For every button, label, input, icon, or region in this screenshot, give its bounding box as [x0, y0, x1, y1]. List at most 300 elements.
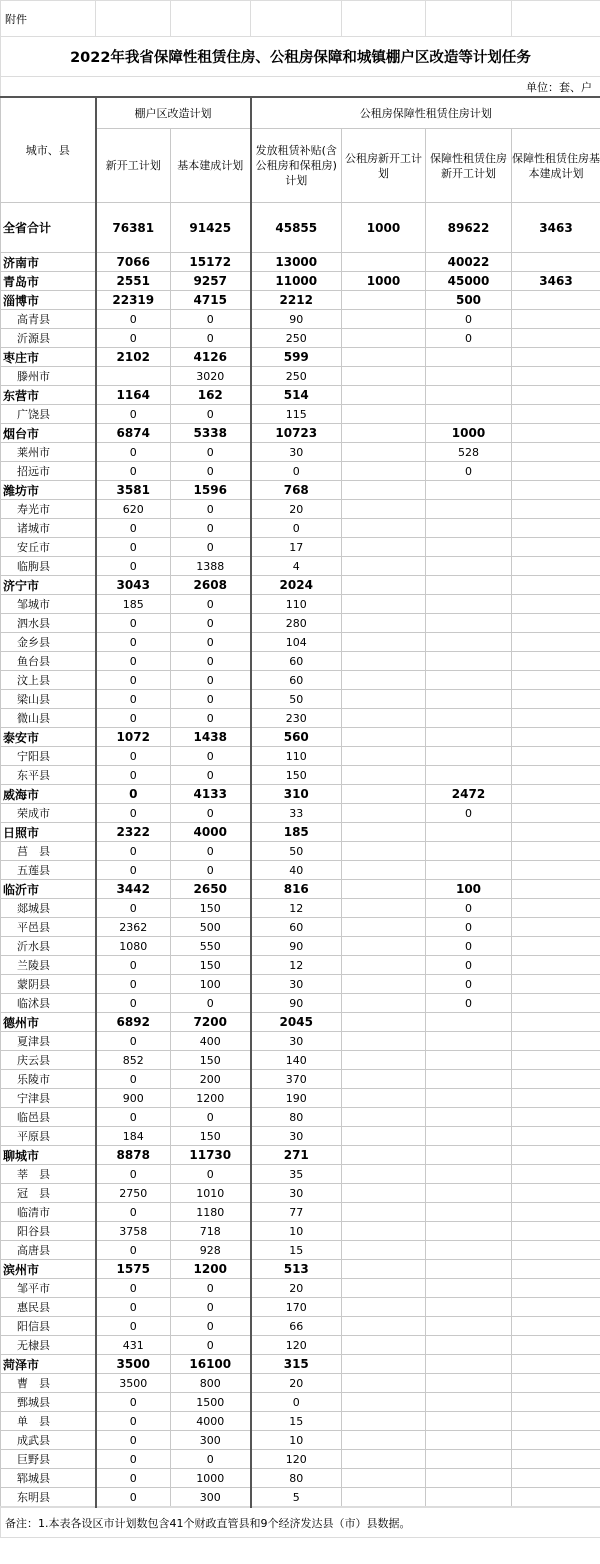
- cell-public-rental-new: [342, 1013, 426, 1032]
- cell-affordable-new: [426, 747, 512, 766]
- cell-affordable-new: [426, 1298, 512, 1317]
- cell-affordable-completion: [512, 1146, 600, 1165]
- cell-public-rental-new: [342, 1032, 426, 1051]
- cell-public-rental-new: [342, 633, 426, 652]
- cell-rental-subsidy: 90: [251, 937, 342, 956]
- county-row: [1, 842, 600, 861]
- region-name: 青岛市: [1, 272, 96, 291]
- cell-completion: 200: [171, 1070, 251, 1089]
- county-row: [1, 633, 600, 652]
- county-row: [1, 1279, 600, 1298]
- cell-new-start: 6892: [96, 1013, 171, 1032]
- county-row: [1, 1431, 600, 1450]
- cell-rental-subsidy: 768: [251, 481, 342, 500]
- cell-new-start: 0: [96, 310, 171, 329]
- cell-completion: 2608: [171, 576, 251, 595]
- cell-affordable-completion: [512, 975, 600, 994]
- cell-affordable-completion: [512, 386, 600, 405]
- cell-rental-subsidy: 0: [251, 1393, 342, 1412]
- cell-affordable-completion: [512, 1260, 600, 1279]
- cell-public-rental-new: [342, 310, 426, 329]
- city-row: [1, 1260, 600, 1279]
- cell-public-rental-new: [342, 443, 426, 462]
- cell-affordable-completion: [512, 899, 600, 918]
- cell-affordable-completion: 3463: [512, 203, 600, 253]
- cell-new-start: 0: [96, 1298, 171, 1317]
- cell-completion: 0: [171, 614, 251, 633]
- cell-new-start: 0: [96, 956, 171, 975]
- county-row: [1, 1336, 600, 1355]
- cell-affordable-completion: [512, 1013, 600, 1032]
- county-row: [1, 1317, 600, 1336]
- cell-public-rental-new: [342, 1203, 426, 1222]
- county-row: [1, 1108, 600, 1127]
- cell-rental-subsidy: 310: [251, 785, 342, 804]
- county-row: [1, 1412, 600, 1431]
- cell-public-rental-new: [342, 804, 426, 823]
- cell-new-start: 184: [96, 1127, 171, 1146]
- region-name: 鱼台县: [1, 652, 96, 671]
- cell-new-start: 0: [96, 1279, 171, 1298]
- region-name: 济南市: [1, 253, 96, 272]
- cell-completion: 0: [171, 329, 251, 348]
- cell-completion: 0: [171, 519, 251, 538]
- cell-rental-subsidy: 816: [251, 880, 342, 899]
- cell-completion: 500: [171, 918, 251, 937]
- cell-public-rental-new: [342, 1279, 426, 1298]
- cell-rental-subsidy: 30: [251, 1032, 342, 1051]
- city-row: [1, 291, 600, 310]
- cell-affordable-new: [426, 557, 512, 576]
- cell-affordable-completion: [512, 1241, 600, 1260]
- cell-new-start: 0: [96, 671, 171, 690]
- cell-completion: 150: [171, 956, 251, 975]
- county-row: [1, 1298, 600, 1317]
- cell-affordable-new: [426, 1260, 512, 1279]
- cell-affordable-completion: [512, 576, 600, 595]
- cell-rental-subsidy: 45855: [251, 203, 342, 253]
- cell-public-rental-new: [342, 1165, 426, 1184]
- region-name: 邹平市: [1, 1279, 96, 1298]
- cell-new-start: 1164: [96, 386, 171, 405]
- cell-completion: 1438: [171, 728, 251, 747]
- cell-completion: 11730: [171, 1146, 251, 1165]
- cell-affordable-completion: [512, 823, 600, 842]
- cell-affordable-completion: [512, 1336, 600, 1355]
- cell-public-rental-new: [342, 405, 426, 424]
- region-name: 寿光市: [1, 500, 96, 519]
- cell-completion: 0: [171, 671, 251, 690]
- cell-rental-subsidy: 560: [251, 728, 342, 747]
- cell-new-start: 0: [96, 842, 171, 861]
- cell-public-rental-new: [342, 386, 426, 405]
- cell-affordable-completion: [512, 1469, 600, 1488]
- cell-rental-subsidy: 5: [251, 1488, 342, 1508]
- cell-completion: 0: [171, 747, 251, 766]
- cell-public-rental-new: [342, 1070, 426, 1089]
- region-name: 泗水县: [1, 614, 96, 633]
- cell-rental-subsidy: 15: [251, 1412, 342, 1431]
- cell-new-start: 3758: [96, 1222, 171, 1241]
- header-group-rental: 公租房保障性租赁住房计划: [251, 97, 600, 129]
- cell-new-start: 0: [96, 861, 171, 880]
- cell-rental-subsidy: 77: [251, 1203, 342, 1222]
- county-row: [1, 1051, 600, 1070]
- region-name: 单 县: [1, 1412, 96, 1431]
- cell-rental-subsidy: 115: [251, 405, 342, 424]
- cell-affordable-new: [426, 1184, 512, 1203]
- cell-affordable-completion: [512, 1184, 600, 1203]
- cell-rental-subsidy: 120: [251, 1450, 342, 1469]
- cell-new-start: 0: [96, 1203, 171, 1222]
- cell-affordable-new: 528: [426, 443, 512, 462]
- cell-affordable-completion: [512, 994, 600, 1013]
- city-row: [1, 576, 600, 595]
- region-name: 菏泽市: [1, 1355, 96, 1374]
- header-new-start: 新开工计划: [96, 129, 171, 203]
- cell-completion: 1596: [171, 481, 251, 500]
- cell-affordable-new: [426, 1108, 512, 1127]
- cell-affordable-new: [426, 1393, 512, 1412]
- cell-public-rental-new: [342, 861, 426, 880]
- cell-new-start: 3500: [96, 1374, 171, 1393]
- cell-completion: 300: [171, 1431, 251, 1450]
- cell-rental-subsidy: 17: [251, 538, 342, 557]
- region-name: 潍坊市: [1, 481, 96, 500]
- cell-completion: 0: [171, 994, 251, 1013]
- cell-public-rental-new: 1000: [342, 203, 426, 253]
- cell-new-start: 0: [96, 1450, 171, 1469]
- cell-affordable-new: [426, 1222, 512, 1241]
- city-row: [1, 785, 600, 804]
- cell-new-start: 0: [96, 557, 171, 576]
- cell-affordable-completion: [512, 804, 600, 823]
- region-name: 郓城县: [1, 1469, 96, 1488]
- cell-affordable-new: [426, 671, 512, 690]
- cell-new-start: 7066: [96, 253, 171, 272]
- region-name: 宁津县: [1, 1089, 96, 1108]
- cell-completion: 2650: [171, 880, 251, 899]
- cell-new-start: 0: [96, 462, 171, 481]
- cell-affordable-completion: [512, 1089, 600, 1108]
- cell-affordable-new: [426, 1070, 512, 1089]
- city-row: [1, 1013, 600, 1032]
- region-name: 德州市: [1, 1013, 96, 1032]
- region-name: 滨州市: [1, 1260, 96, 1279]
- county-row: [1, 1089, 600, 1108]
- cell-public-rental-new: [342, 1412, 426, 1431]
- cell-affordable-new: [426, 1241, 512, 1260]
- cell-public-rental-new: [342, 500, 426, 519]
- cell-affordable-completion: [512, 424, 600, 443]
- region-name: 高青县: [1, 310, 96, 329]
- cell-public-rental-new: [342, 1450, 426, 1469]
- region-name: 冠 县: [1, 1184, 96, 1203]
- cell-affordable-new: 0: [426, 899, 512, 918]
- region-name: 威海市: [1, 785, 96, 804]
- cell-rental-subsidy: 280: [251, 614, 342, 633]
- cell-public-rental-new: [342, 766, 426, 785]
- cell-public-rental-new: [342, 1317, 426, 1336]
- cell-public-rental-new: [342, 614, 426, 633]
- cell-new-start: 3581: [96, 481, 171, 500]
- cell-completion: 1200: [171, 1089, 251, 1108]
- county-row: [1, 614, 600, 633]
- cell-completion: 0: [171, 1108, 251, 1127]
- cell-rental-subsidy: 80: [251, 1469, 342, 1488]
- cell-rental-subsidy: 370: [251, 1070, 342, 1089]
- cell-public-rental-new: [342, 329, 426, 348]
- county-row: [1, 652, 600, 671]
- header-completion: 基本建成计划: [171, 129, 251, 203]
- cell-affordable-new: 0: [426, 975, 512, 994]
- header-rental-subsidy: 发放租赁补贴(含公租房和保租房)计划: [251, 129, 342, 203]
- cell-new-start: 0: [96, 785, 171, 804]
- cell-new-start: 6874: [96, 424, 171, 443]
- county-row: [1, 899, 600, 918]
- cell-affordable-new: 89622: [426, 203, 512, 253]
- header-group-shanty: 棚户区改造计划: [96, 97, 251, 129]
- cell-completion: 5338: [171, 424, 251, 443]
- region-name: 淄博市: [1, 291, 96, 310]
- cell-public-rental-new: [342, 1336, 426, 1355]
- cell-affordable-completion: [512, 1412, 600, 1431]
- cell-affordable-new: 0: [426, 937, 512, 956]
- cell-public-rental-new: [342, 1355, 426, 1374]
- cell-affordable-new: [426, 1488, 512, 1508]
- cell-completion: 1010: [171, 1184, 251, 1203]
- county-row: [1, 310, 600, 329]
- cell-public-rental-new: [342, 880, 426, 899]
- county-row: [1, 367, 600, 386]
- cell-affordable-completion: [512, 1393, 600, 1412]
- cell-new-start: 1080: [96, 937, 171, 956]
- cell-public-rental-new: [342, 367, 426, 386]
- cell-affordable-completion: [512, 766, 600, 785]
- cell-affordable-new: 0: [426, 956, 512, 975]
- region-name: 日照市: [1, 823, 96, 842]
- cell-public-rental-new: [342, 671, 426, 690]
- cell-affordable-new: [426, 386, 512, 405]
- cell-public-rental-new: [342, 1241, 426, 1260]
- county-row: [1, 1222, 600, 1241]
- county-row: [1, 918, 600, 937]
- city-row: [1, 1146, 600, 1165]
- cell-new-start: 0: [96, 1032, 171, 1051]
- cell-public-rental-new: [342, 728, 426, 747]
- region-name: 夏津县: [1, 1032, 96, 1051]
- cell-affordable-completion: [512, 405, 600, 424]
- cell-public-rental-new: [342, 253, 426, 272]
- region-name: 济宁市: [1, 576, 96, 595]
- cell-completion: 400: [171, 1032, 251, 1051]
- region-name: 诸城市: [1, 519, 96, 538]
- cell-affordable-new: [426, 842, 512, 861]
- cell-affordable-completion: [512, 690, 600, 709]
- region-name: 阳谷县: [1, 1222, 96, 1241]
- cell-rental-subsidy: 13000: [251, 253, 342, 272]
- cell-public-rental-new: [342, 1184, 426, 1203]
- cell-affordable-new: [426, 1089, 512, 1108]
- county-row: [1, 804, 600, 823]
- cell-rental-subsidy: 20: [251, 1374, 342, 1393]
- attachment-label: 附件: [1, 1, 96, 37]
- cell-new-start: 1072: [96, 728, 171, 747]
- region-name: 兰陵县: [1, 956, 96, 975]
- cell-affordable-completion: [512, 538, 600, 557]
- cell-new-start: 0: [96, 747, 171, 766]
- region-name: 金乡县: [1, 633, 96, 652]
- cell-new-start: 2102: [96, 348, 171, 367]
- county-row: [1, 861, 600, 880]
- cell-rental-subsidy: 170: [251, 1298, 342, 1317]
- cell-affordable-new: [426, 1279, 512, 1298]
- cell-affordable-new: [426, 576, 512, 595]
- county-row: [1, 1203, 600, 1222]
- cell-rental-subsidy: 10723: [251, 424, 342, 443]
- cell-new-start: 0: [96, 1108, 171, 1127]
- county-row: [1, 690, 600, 709]
- cell-public-rental-new: [342, 481, 426, 500]
- region-name: 邹城市: [1, 595, 96, 614]
- cell-public-rental-new: [342, 538, 426, 557]
- cell-affordable-new: [426, 1355, 512, 1374]
- cell-public-rental-new: [342, 576, 426, 595]
- cell-completion: 0: [171, 633, 251, 652]
- cell-completion: 100: [171, 975, 251, 994]
- cell-affordable-completion: [512, 500, 600, 519]
- cell-affordable-completion: 3463: [512, 272, 600, 291]
- cell-affordable-new: [426, 1013, 512, 1032]
- cell-completion: 4000: [171, 823, 251, 842]
- cell-affordable-new: 0: [426, 918, 512, 937]
- region-name: 蒙阴县: [1, 975, 96, 994]
- city-row: [1, 880, 600, 899]
- cell-affordable-completion: [512, 652, 600, 671]
- county-row: [1, 462, 600, 481]
- cell-affordable-new: 0: [426, 462, 512, 481]
- cell-affordable-completion: [512, 462, 600, 481]
- cell-affordable-completion: [512, 1032, 600, 1051]
- city-row: [1, 424, 600, 443]
- cell-public-rental-new: [342, 842, 426, 861]
- cell-affordable-completion: [512, 1108, 600, 1127]
- cell-affordable-completion: [512, 481, 600, 500]
- header-public-rental-new: 公租房新开工计划: [342, 129, 426, 203]
- cell-affordable-new: [426, 1165, 512, 1184]
- cell-completion: 150: [171, 899, 251, 918]
- cell-completion: 0: [171, 462, 251, 481]
- cell-completion: 0: [171, 310, 251, 329]
- cell-public-rental-new: [342, 1108, 426, 1127]
- cell-affordable-new: 0: [426, 329, 512, 348]
- cell-completion: 928: [171, 1241, 251, 1260]
- cell-new-start: 0: [96, 652, 171, 671]
- cell-affordable-new: [426, 1146, 512, 1165]
- cell-public-rental-new: [342, 291, 426, 310]
- cell-completion: 7200: [171, 1013, 251, 1032]
- region-name: 平原县: [1, 1127, 96, 1146]
- cell-completion: 0: [171, 709, 251, 728]
- cell-new-start: 0: [96, 1431, 171, 1450]
- cell-affordable-completion: [512, 614, 600, 633]
- cell-rental-subsidy: 514: [251, 386, 342, 405]
- region-name: 成武县: [1, 1431, 96, 1450]
- cell-completion: 16100: [171, 1355, 251, 1374]
- cell-public-rental-new: [342, 1260, 426, 1279]
- cell-public-rental-new: [342, 1469, 426, 1488]
- cell-new-start: [96, 367, 171, 386]
- cell-rental-subsidy: 80: [251, 1108, 342, 1127]
- region-name: 莒 县: [1, 842, 96, 861]
- cell-completion: 0: [171, 1317, 251, 1336]
- cell-affordable-new: [426, 1469, 512, 1488]
- cell-affordable-new: [426, 766, 512, 785]
- county-row: [1, 538, 600, 557]
- cell-new-start: 0: [96, 690, 171, 709]
- cell-public-rental-new: [342, 690, 426, 709]
- cell-completion: 1500: [171, 1393, 251, 1412]
- cell-rental-subsidy: 120: [251, 1336, 342, 1355]
- cell-rental-subsidy: 11000: [251, 272, 342, 291]
- cell-new-start: 0: [96, 405, 171, 424]
- cell-affordable-completion: [512, 880, 600, 899]
- cell-public-rental-new: [342, 709, 426, 728]
- cell-rental-subsidy: 250: [251, 367, 342, 386]
- cell-affordable-new: [426, 1431, 512, 1450]
- cell-public-rental-new: [342, 1298, 426, 1317]
- cell-affordable-completion: [512, 709, 600, 728]
- cell-public-rental-new: [342, 1374, 426, 1393]
- region-name: 枣庄市: [1, 348, 96, 367]
- county-row: [1, 405, 600, 424]
- region-name: 莘 县: [1, 1165, 96, 1184]
- cell-affordable-completion: [512, 842, 600, 861]
- region-name: 全省合计: [1, 203, 96, 253]
- cell-completion: 0: [171, 690, 251, 709]
- cell-rental-subsidy: 513: [251, 1260, 342, 1279]
- cell-new-start: 0: [96, 614, 171, 633]
- cell-public-rental-new: [342, 424, 426, 443]
- cell-new-start: 0: [96, 1412, 171, 1431]
- cell-affordable-new: [426, 614, 512, 633]
- cell-affordable-new: 2472: [426, 785, 512, 804]
- cell-new-start: 0: [96, 1241, 171, 1260]
- cell-affordable-completion: [512, 310, 600, 329]
- cell-rental-subsidy: 50: [251, 690, 342, 709]
- cell-new-start: 2551: [96, 272, 171, 291]
- cell-public-rental-new: [342, 1393, 426, 1412]
- cell-new-start: 2362: [96, 918, 171, 937]
- cell-public-rental-new: [342, 1488, 426, 1508]
- cell-public-rental-new: 1000: [342, 272, 426, 291]
- cell-completion: 0: [171, 1165, 251, 1184]
- county-row: [1, 956, 600, 975]
- region-name: 高唐县: [1, 1241, 96, 1260]
- county-row: [1, 443, 600, 462]
- cell-affordable-completion: [512, 595, 600, 614]
- region-name: 招远市: [1, 462, 96, 481]
- cell-affordable-new: [426, 1127, 512, 1146]
- cell-completion: 300: [171, 1488, 251, 1508]
- cell-rental-subsidy: 10: [251, 1222, 342, 1241]
- cell-affordable-new: [426, 861, 512, 880]
- cell-public-rental-new: [342, 918, 426, 937]
- region-name: 滕州市: [1, 367, 96, 386]
- cell-public-rental-new: [342, 823, 426, 842]
- cell-rental-subsidy: 140: [251, 1051, 342, 1070]
- region-name: 汶上县: [1, 671, 96, 690]
